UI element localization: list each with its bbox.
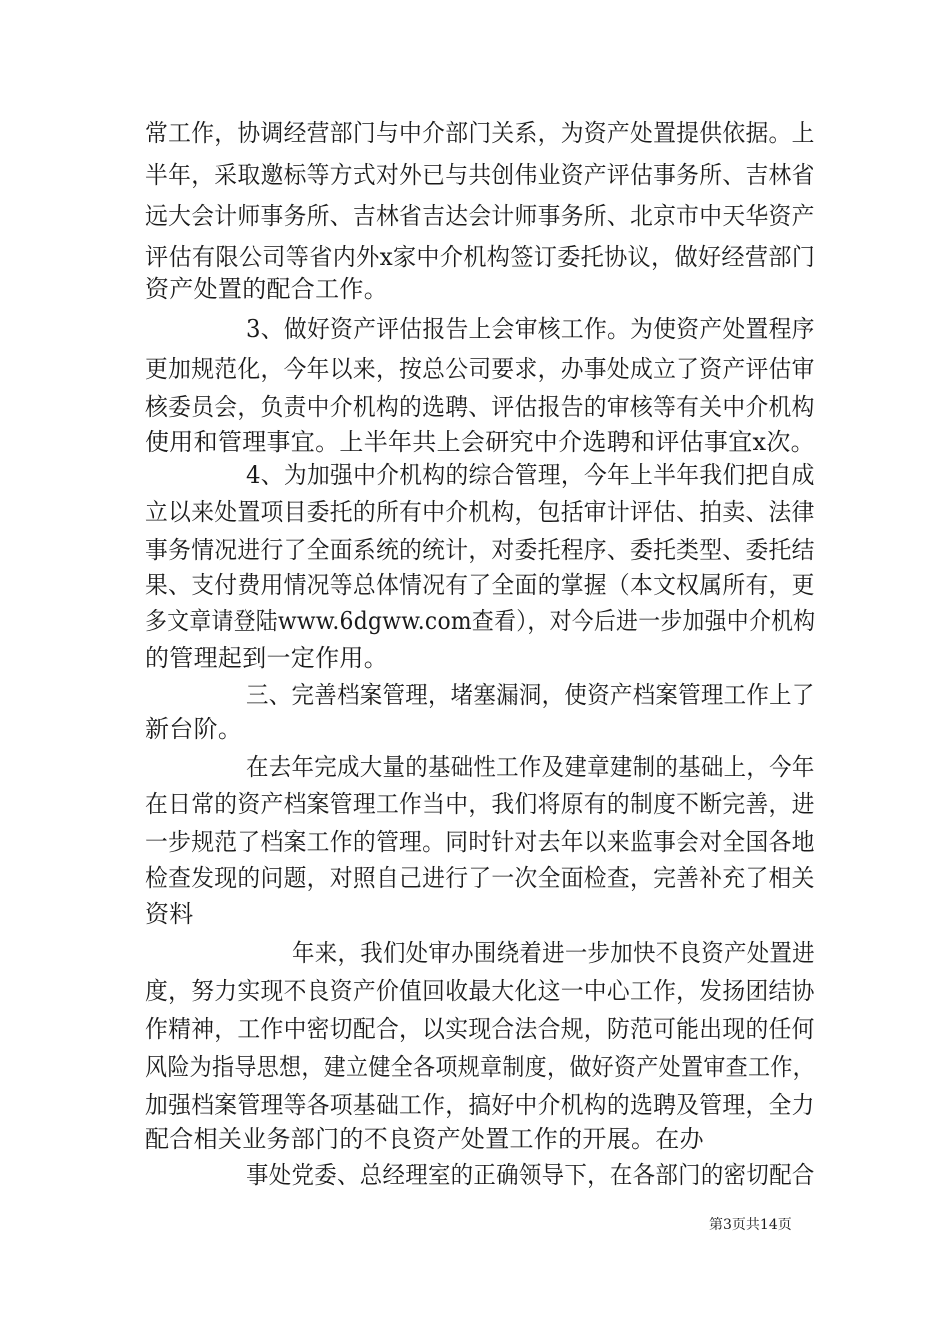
page-number: 第3页共14页	[709, 1217, 792, 1233]
text-line: 的管理起到一定作用。	[145, 644, 388, 672]
text-line: 立以来处置项目委托的所有中介机构，包括审计评估、拍卖、法律	[145, 498, 815, 526]
text-line: 在去年完成大量的基础性工作及建章建制的基础上，今年	[246, 753, 815, 781]
text-line: 常工作，协调经营部门与中介部门关系，为资产处置提供依据。上	[145, 119, 815, 147]
text-line: 加强档案管理等各项基础工作，搞好中介机构的选聘及管理，全力	[145, 1091, 815, 1119]
text-line: 3、做好资产评估报告上会审核工作。为使资产处置程序	[246, 315, 815, 343]
text-line: 远大会计师事务所、吉林省吉达会计师事务所、北京市中天华资产	[145, 202, 815, 230]
text-line: 评估有限公司等省内外x家中介机构签订委托协议，做好经营部门	[145, 243, 816, 271]
text-line: 配合相关业务部门的不良资产处置工作的开展。在办	[145, 1125, 704, 1153]
text-line: 核委员会，负责中介机构的选聘、评估报告的审核等有关中介机构	[145, 393, 815, 421]
text-line: 三、完善档案管理，堵塞漏洞，使资产档案管理工作上了	[246, 681, 815, 709]
text-line: 果、支付费用情况等总体情况有了全面的掌握（本文权属所有，更	[145, 571, 815, 599]
text-line: 多文章请登陆www.6dgww.com查看），对今后进一步加强中介机构	[145, 607, 816, 635]
text-line: 度，努力实现不良资产价值回收最大化这一中心工作，发扬团结协	[145, 977, 815, 1005]
text-line: 作精神，工作中密切配合，以实现合法合规，防范可能出现的任何	[145, 1015, 815, 1043]
text-line: 半年，采取邀标等方式对外已与共创伟业资产评估事务所、吉林省	[145, 161, 815, 189]
text-line: 年来，我们处审办围绕着进一步加快不良资产处置进	[292, 939, 815, 967]
text-line: 事务情况进行了全面系统的统计，对委托程序、委托类型、委托结	[145, 536, 815, 564]
text-line: 资产处置的配合工作。	[145, 275, 388, 303]
text-line: 使用和管理事宜。上半年共上会研究中介选聘和评估事宜x次。	[145, 428, 815, 456]
text-line: 检查发现的问题，对照自己进行了一次全面检查，完善补充了相关	[145, 864, 815, 892]
text-line: 4、为加强中介机构的综合管理，今年上半年我们把自成	[246, 461, 815, 489]
text-line: 事处党委、总经理室的正确领导下，在各部门的密切配合	[246, 1161, 815, 1189]
text-line: 在日常的资产档案管理工作当中，我们将原有的制度不断完善，进	[145, 790, 815, 818]
text-line: 更加规范化，今年以来，按总公司要求，办事处成立了资产评估审	[145, 355, 815, 383]
text-line: 一步规范了档案工作的管理。同时针对去年以来监事会对全国各地	[145, 828, 815, 856]
text-line: 风险为指导思想，建立健全各项规章制度，做好资产处置审查工作，	[145, 1053, 816, 1081]
text-line: 新台阶。	[145, 715, 243, 743]
text-line: 资料	[145, 900, 194, 928]
